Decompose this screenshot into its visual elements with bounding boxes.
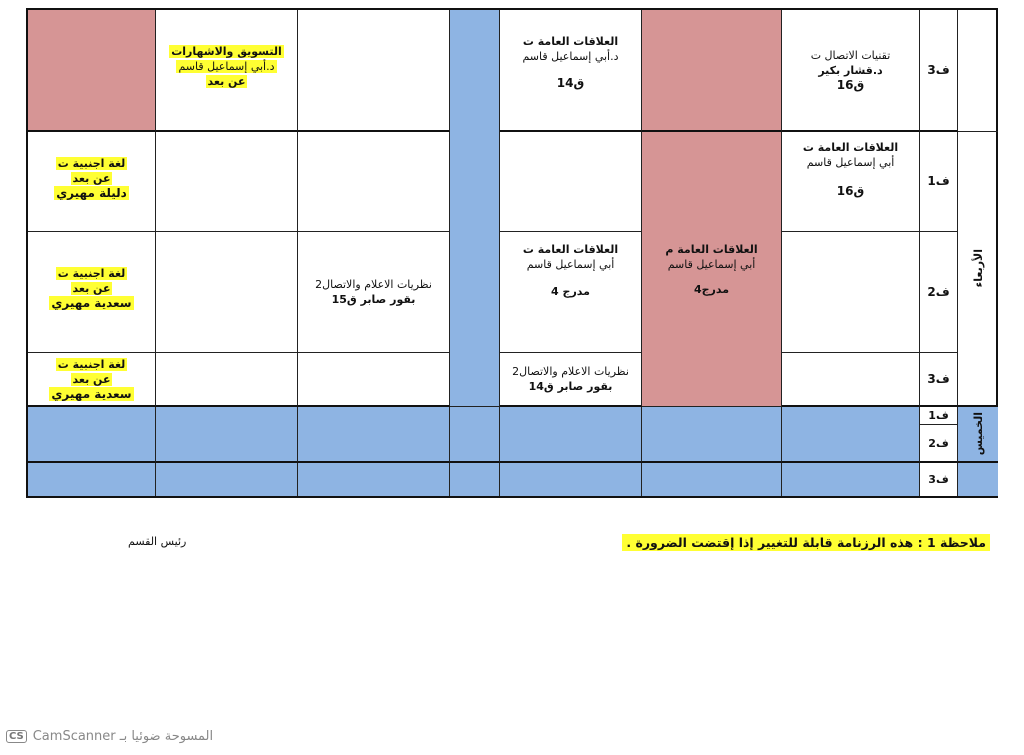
period-cell: ف2 — [920, 232, 958, 353]
empty-cell — [782, 232, 920, 353]
class-cell: لغة اجنبية ت عن بعد سعدية مهيري — [28, 232, 156, 353]
period-cell: ف3 — [920, 353, 958, 407]
empty-cell — [156, 463, 298, 496]
empty-cell — [642, 10, 782, 132]
break-column — [450, 10, 500, 407]
class-cell-merged: العلاقات العامة م أبي إسماعيل قاسم مدرج4 — [642, 132, 782, 407]
camscanner-logo-icon: CS — [6, 730, 27, 743]
empty-cell — [156, 407, 298, 463]
class-cell: العلاقات العامة ت أبي إسماعيل قاسم ق16 — [782, 132, 920, 232]
class-cell: التسويق والاشهارات د.أبي إسماعيل قاسم عن بعد — [156, 10, 298, 132]
empty-cell — [156, 132, 298, 232]
camscanner-footer — [6, 729, 213, 744]
empty-cell — [782, 407, 920, 463]
day-label-wednesday: الأربعاء — [958, 132, 998, 407]
empty-cell — [298, 353, 450, 407]
class-cell: العلاقات العامة ت أبي إسماعيل قاسم مدرج 4 — [500, 232, 642, 353]
period-cell: ف1 — [920, 407, 958, 425]
schedule-note: ملاحظة 1 : هذه الرزنامة قابلة للتغيير إذا إقتضت الضرورة . — [622, 534, 990, 551]
empty-cell — [642, 407, 782, 463]
empty-cell — [450, 463, 500, 496]
period-cell: ف3 — [920, 10, 958, 132]
period-cell: ف2 — [920, 425, 958, 463]
empty-cell — [500, 463, 642, 496]
empty-cell — [782, 463, 920, 496]
class-cell: لغة اجنبية ت عن بعد سعدية مهيري — [28, 353, 156, 407]
class-cell: نظريات الاعلام والاتصال2 بقور صابر ق14 — [500, 353, 642, 407]
empty-cell — [642, 463, 782, 496]
day-cell-top — [958, 10, 998, 132]
timetable — [26, 8, 998, 498]
empty-cell — [156, 353, 298, 407]
class-cell: لغة اجنبية ت عن بعد دليلة مهيري — [28, 132, 156, 232]
department-head-label: رئيس القسم — [128, 535, 187, 548]
empty-cell — [298, 132, 450, 232]
class-cell: العلاقات العامة ت د.أبي إسماعيل قاسم ق14 — [500, 10, 642, 132]
empty-cell — [28, 10, 156, 132]
camscanner-text: المسوحة ضوئيا بـ CamScanner — [32, 729, 214, 744]
class-cell: نظريات الاعلام والاتصال2 بقور صابر ق15 — [298, 232, 450, 353]
empty-cell — [298, 407, 450, 463]
day-label-thursday: الخميس — [958, 407, 998, 463]
class-cell: تقنيات الاتصال ت د.قشار بكير ق16 — [782, 10, 920, 132]
empty-cell — [782, 353, 920, 407]
empty-cell — [28, 463, 156, 496]
empty-cell — [500, 407, 642, 463]
empty-cell — [298, 463, 450, 496]
empty-cell — [298, 10, 450, 132]
day-cell-bottom — [958, 463, 998, 496]
empty-cell — [28, 407, 156, 463]
period-cell: ف3 — [920, 463, 958, 496]
empty-cell — [156, 232, 298, 353]
empty-cell — [500, 132, 642, 232]
empty-cell — [450, 407, 500, 463]
period-cell: ف1 — [920, 132, 958, 232]
